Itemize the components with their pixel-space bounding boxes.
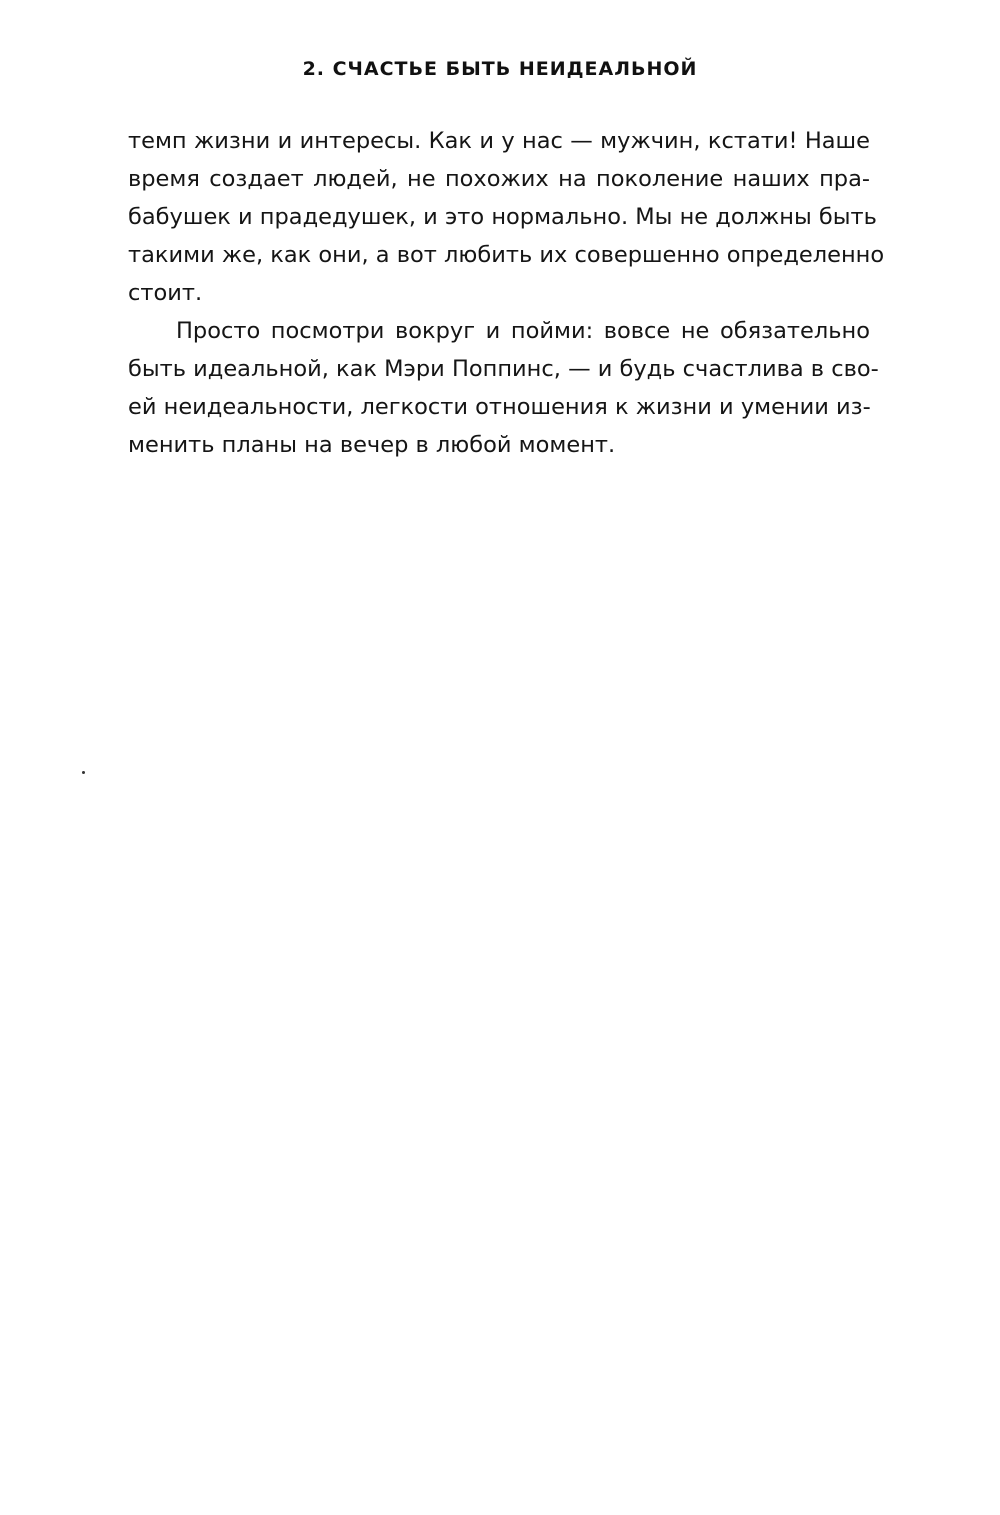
running-header: 2. СЧАСТЬЕ БЫТЬ НЕИДЕАЛЬНОЙ <box>302 58 698 80</box>
text-line: Просто посмотри вокруг и пойми: вовсе не обязательно <box>176 318 870 344</box>
text-line: ей неидеальности, легкости отношения к жизни и умении из- <box>128 394 871 420</box>
text-line: время создает людей, не похожих на поколение наших пра- <box>128 166 870 192</box>
text-line: стоит. <box>128 280 203 306</box>
text-line: бабушек и прадедушек, и это нормально. Мы не должны быть <box>128 204 877 230</box>
text-line: менить планы на вечер в любой момент. <box>128 432 616 458</box>
text-line: темп жизни и интересы. Как и у нас — мужчин, кстати! Наше <box>128 128 870 154</box>
paragraph-1 <box>128 122 885 312</box>
text-line: быть идеальной, как Мэри Поппинс, — и будь счастлива в сво- <box>128 356 879 382</box>
body-text <box>128 122 885 464</box>
text-line: такими же, как они, а вот любить их совершенно определенно <box>128 242 885 268</box>
paragraph-2 <box>128 312 879 464</box>
scan-speck <box>82 771 85 774</box>
